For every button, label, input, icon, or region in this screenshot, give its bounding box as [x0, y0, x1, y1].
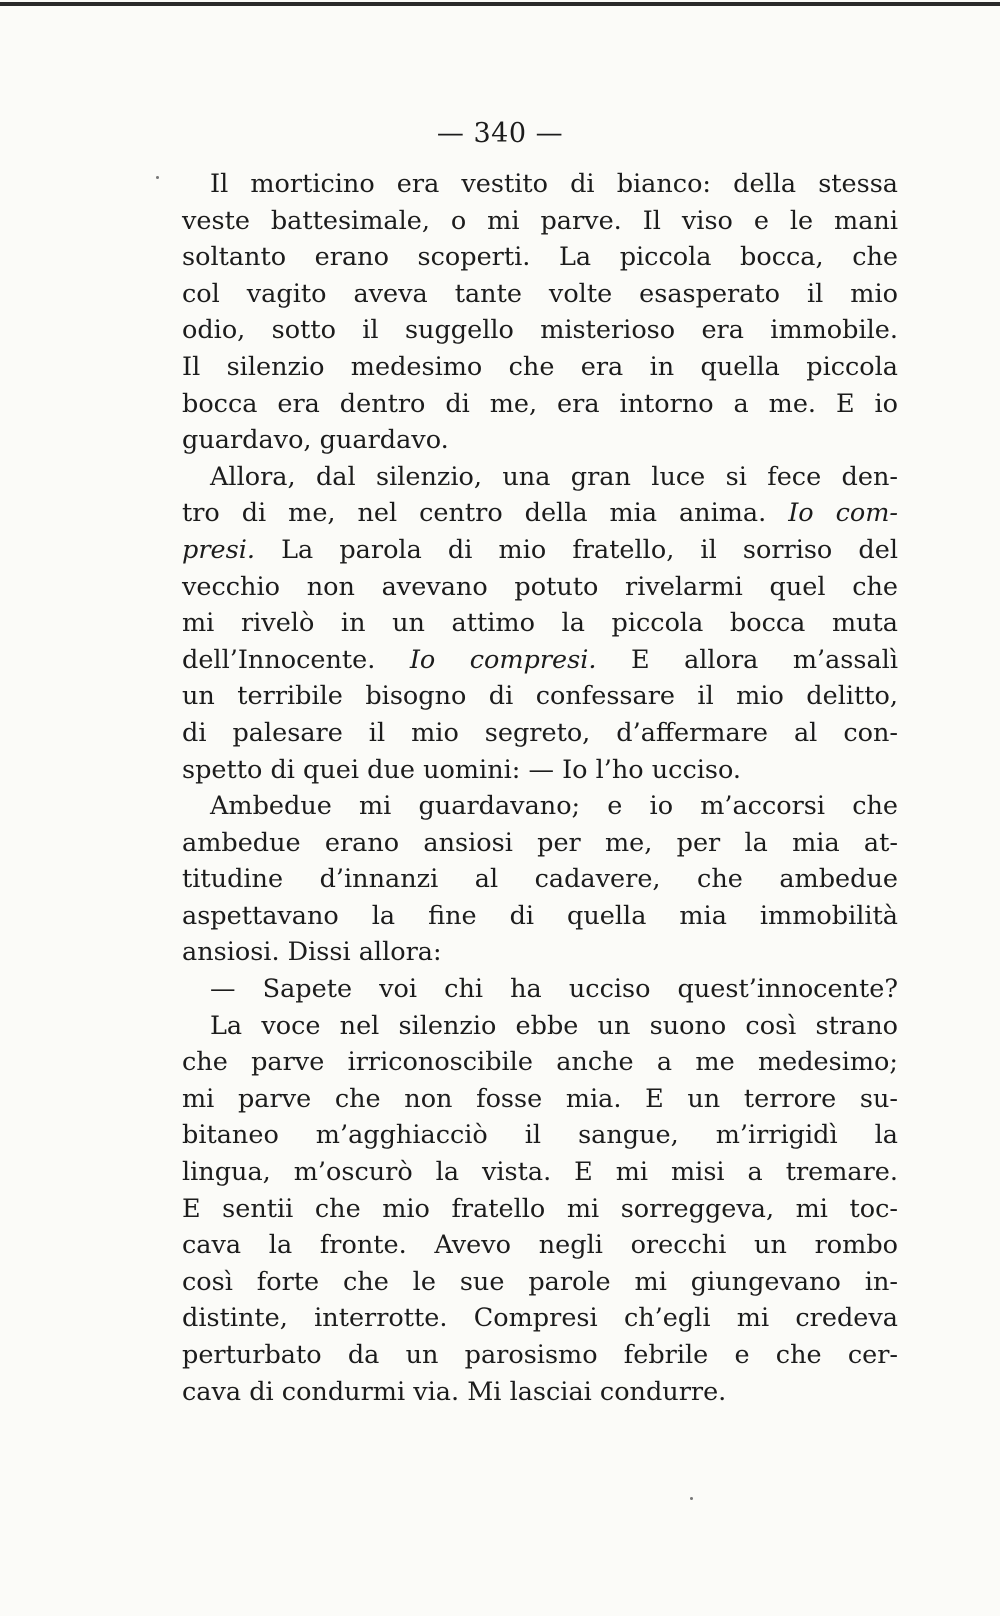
- italic-fragment: Io com-: [788, 498, 899, 529]
- text-line: Il silenzio medesimo che era in quella piccola: [182, 351, 898, 382]
- text-line: Ambedue mi guardavano; e io m’accorsi che: [210, 791, 898, 822]
- text-line: lingua, m’oscurò la vista. E mi misi a tremare.: [182, 1157, 898, 1188]
- text-line: ambedue erano ansiosi per me, per la mia at-: [182, 827, 898, 858]
- text-line: perturbato da un parosismo febrile e che cer-: [182, 1340, 898, 1370]
- text-line: mi parve che non fosse mia. E un terrore su-: [182, 1083, 898, 1114]
- text-line: Il morticino era vestito di bianco: della stessa: [210, 169, 898, 199]
- text-line: così forte che le sue parole mi giungevano in-: [182, 1266, 898, 1297]
- text-line: Allora, dal silenzio, una gran luce si fece den-: [210, 461, 898, 492]
- text-line: spetto di quei due uomini: — Io l’ho ucciso.: [182, 754, 741, 785]
- text-line: titudine d’innanzi al cadavere, che ambedue: [182, 864, 898, 895]
- text-line: mi rivelò in un attimo la piccola bocca muta: [182, 608, 898, 639]
- text-line: — Sapete voi chi ha ucciso quest’innocente?: [210, 974, 898, 1005]
- text-line: veste battesimale, o mi parve. Il viso e le mani: [182, 205, 898, 236]
- text-line: cava di condurmi via. Mi lasciai condurre.: [182, 1376, 727, 1407]
- text-line: bitaneo m’agghiacciò il sangue, m’irrigidì la: [182, 1120, 898, 1151]
- text-line: La voce nel silenzio ebbe un suono così strano: [210, 1010, 898, 1041]
- italic-fragment: presi.: [182, 534, 255, 565]
- text-line: vecchio non avevano potuto rivelarmi quel che: [182, 571, 898, 602]
- text-fragment: tro di me, nel centro della mia anima.: [182, 498, 789, 529]
- text-line: odio, sotto il suggello misterioso era immobile.: [182, 315, 898, 346]
- text-line: un terribile bisogno di confessare il mio delitto,: [182, 681, 898, 712]
- italic-fragment: Io compresi.: [409, 644, 597, 675]
- text-line: [182, 495, 898, 532]
- text-fragment: La parola di mio fratello, il sorriso del: [254, 534, 898, 565]
- text-line: di palesare il mio segreto, d’affermare al con-: [182, 717, 898, 748]
- page-number: — 340 —: [436, 118, 564, 149]
- text-line: distinte, interrotte. Compresi ch’egli mi credeva: [182, 1303, 898, 1334]
- text-line: cava la fronte. Avevo negli orecchi un rombo: [182, 1230, 898, 1261]
- top-edge-rule: [0, 2, 1000, 6]
- text-line: [182, 532, 898, 569]
- text-line: che parve irriconoscibile anche a me medesimo;: [182, 1047, 898, 1078]
- text-line: bocca era dentro di me, era intorno a me. E io: [182, 388, 898, 419]
- print-speck: [690, 1497, 693, 1500]
- text-line: guardavo, guardavo.: [182, 425, 449, 456]
- text-fragment: dell’Innocente.: [182, 644, 410, 675]
- text-line: [182, 642, 898, 679]
- print-speck: [156, 176, 159, 179]
- body-text: [182, 166, 898, 1410]
- text-line: E sentii che mio fratello mi sorreggeva, mi toc-: [182, 1193, 898, 1224]
- text-line: ansiosi. Dissi allora:: [182, 937, 442, 968]
- text-line: col vagito aveva tante volte esasperato il mio: [182, 278, 898, 309]
- text-line: aspettavano la fine di quella mia immobilità: [182, 900, 898, 931]
- text-fragment: E allora m’assalì: [596, 644, 898, 675]
- text-line: soltanto erano scoperti. La piccola bocca, che: [182, 242, 898, 273]
